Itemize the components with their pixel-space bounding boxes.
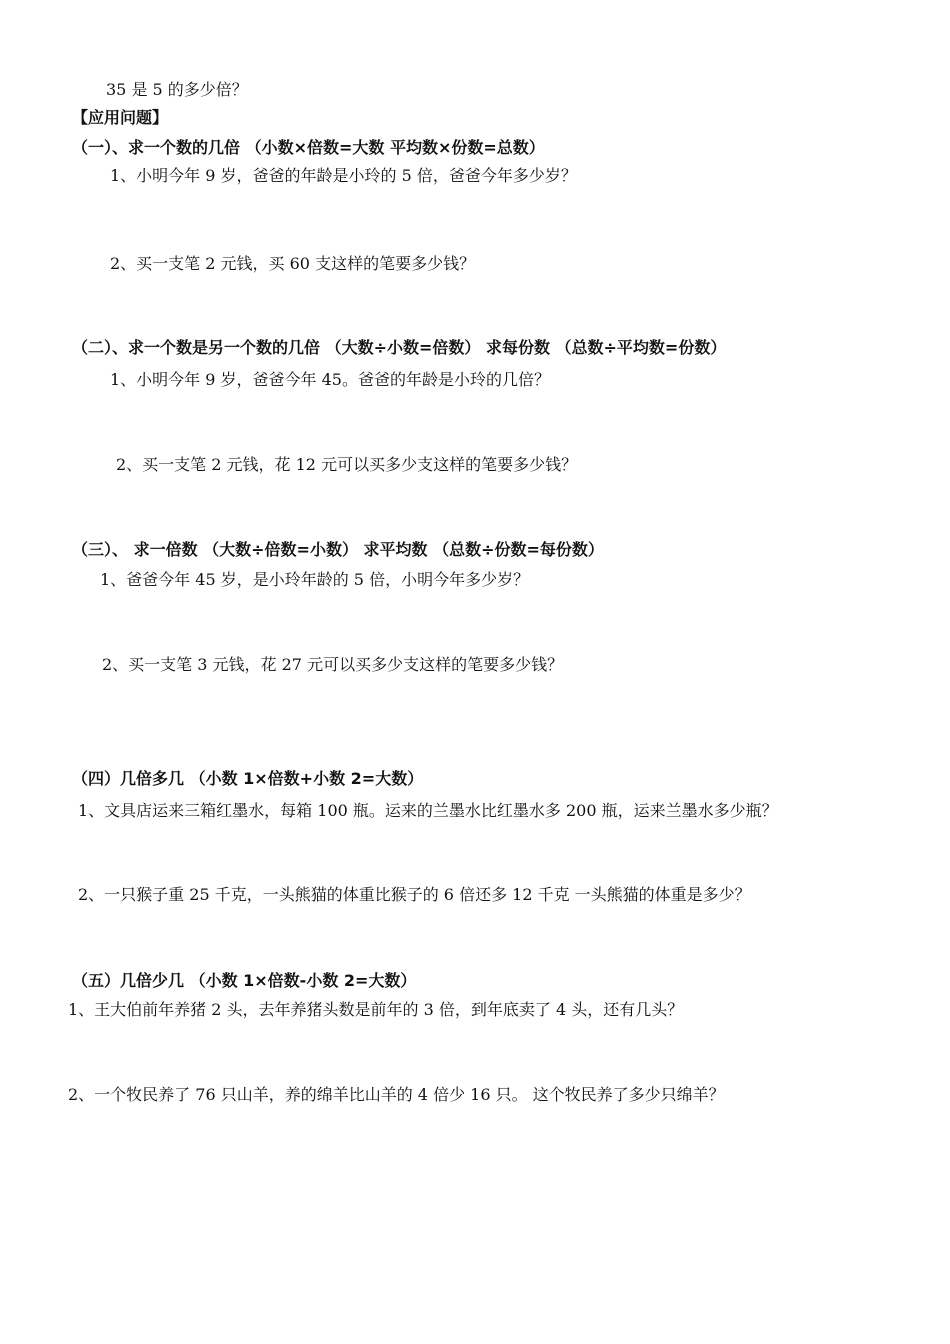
- intro-question: 35 是 5 的多少倍？: [106, 80, 248, 99]
- part-3-question-1: 1、爸爸今年 45 岁，是小玲年龄的 5 倍，小明今年多少岁？: [100, 570, 530, 589]
- part-4-heading: （四）几倍多几 （小数 1×倍数+小数 2=大数）: [72, 769, 424, 788]
- part-1-heading: （一）、求一个数的几倍 （小数×倍数=大数 平均数×份数=总数）: [72, 138, 545, 157]
- part-5-question-1: 1、王大伯前年养猪 2 头，去年养猪头数是前年的 3 倍，到年底卖了 4 头，还有几头？: [68, 1000, 684, 1019]
- part-4-question-1: 1、文具店运来三箱红墨水，每箱 100 瓶。运来的兰墨水比红墨水多 200 瓶，运来兰墨水多少瓶？: [78, 801, 778, 820]
- part-2-question-1: 1、小明今年 9 岁，爸爸今年 45。爸爸的年龄是小玲的几倍？: [110, 370, 550, 389]
- part-5-heading: （五）几倍少几 （小数 1×倍数-小数 2=大数）: [72, 971, 417, 990]
- part-5-question-2: 2、一个牧民养了 76 只山羊，养的绵羊比山羊的 4 倍少 16 只。 这个牧民养了多少只绵羊？: [68, 1085, 725, 1104]
- part-3-question-2: 2、买一支笔 3 元钱，花 27 元可以买多少支这样的笔要多少钱？: [102, 655, 564, 674]
- part-3-heading: （三）、 求一倍数 （大数÷倍数=小数） 求平均数 （总数÷份数=每份数）: [72, 540, 604, 559]
- part-2-question-2: 2、买一支笔 2 元钱，花 12 元可以买多少支这样的笔要多少钱？: [116, 455, 578, 474]
- section-title: 【应用问题】: [72, 108, 169, 127]
- part-1-question-1: 1、小明今年 9 岁，爸爸的年龄是小玲的 5 倍，爸爸今年多少岁？: [110, 166, 577, 185]
- part-4-question-2: 2、一只猴子重 25 千克，一头熊猫的体重比猴子的 6 倍还多 12 千克 一头熊猫的体重是多少？: [78, 885, 751, 904]
- part-1-question-2: 2、买一支笔 2 元钱，买 60 支这样的笔要多少钱？: [110, 254, 476, 273]
- part-2-heading: （二）、求一个数是另一个数的几倍 （大数÷小数=倍数） 求每份数 （总数÷平均数=份数）: [72, 338, 727, 357]
